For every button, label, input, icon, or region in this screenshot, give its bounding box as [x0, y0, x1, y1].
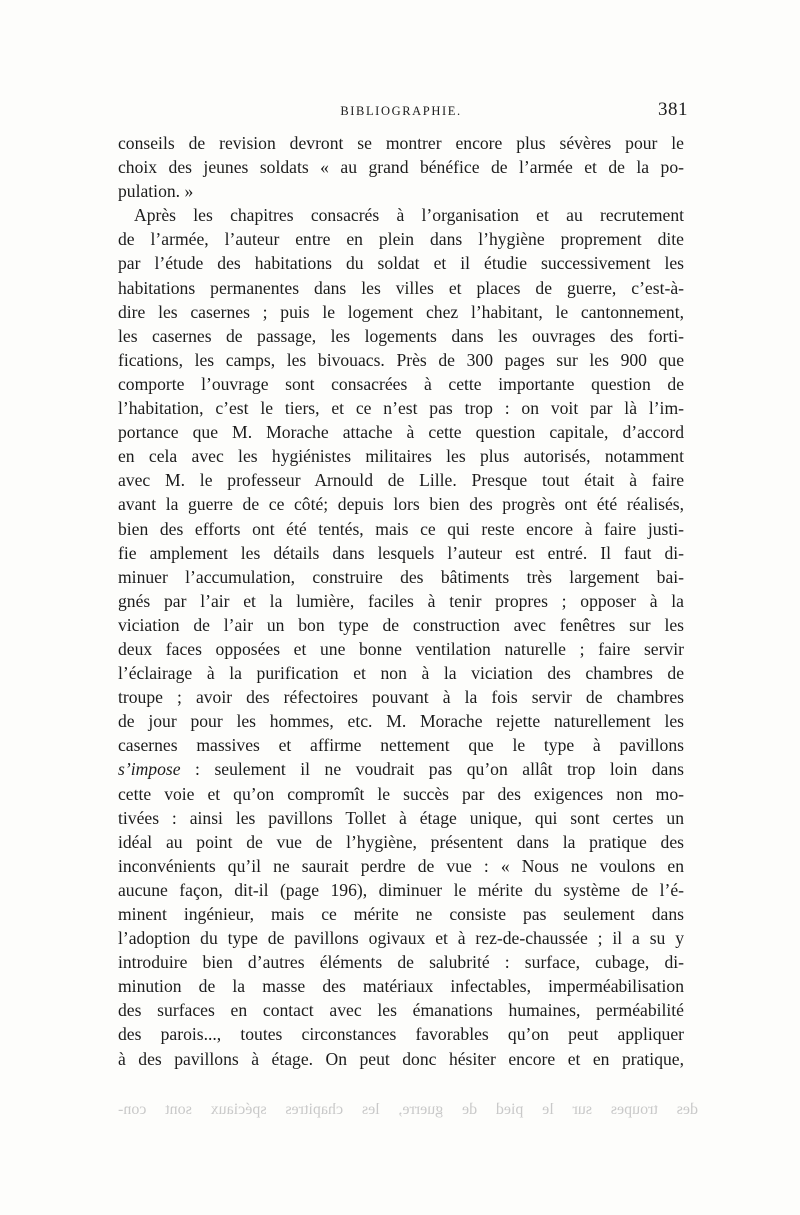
text-line: idéal au point de vue de l’hygiène, présentent dans la pratique des — [118, 831, 684, 852]
text-line: tivées : ainsi les pavillons Tollet à étage unique, qui sont certes un — [118, 807, 684, 828]
bleed-through-text: des troupes sur le pied de guerre, les chapitres spéciaux sont con- — [118, 1101, 698, 1118]
text-line: pulation. » — [118, 181, 194, 202]
text-line: choix des jeunes soldats « au grand bénéfice de l’armée et de la po- — [118, 157, 684, 178]
text-line: de l’armée, l’auteur entre en plein dans l’hygiène proprement dite — [118, 229, 684, 250]
italic-word: s’impose — [118, 759, 181, 780]
text-line: à des pavillons à étage. On peut donc hésiter encore et en pratique, — [118, 1048, 684, 1069]
text-line: dire les casernes ; puis le logement chez l’habitant, le cantonnement, — [118, 301, 684, 322]
text-line: minution de la masse des matériaux infectables, imperméabilisation — [118, 976, 684, 997]
text-line-italic — [118, 757, 684, 781]
text-line: troupe ; avoir des réfectoires pouvant à la fois servir de chambres — [118, 687, 684, 708]
text-line: portance que M. Morache attache à cette question capitale, d’accord — [118, 422, 684, 443]
text-line: cette voie et qu’on compromît le succès par des exigences non mo- — [118, 783, 684, 804]
line-rest: : seulement il ne voudrait pas qu’on allât trop loin dans — [180, 759, 684, 780]
text-line: gnés par l’air et la lumière, faciles à tenir propres ; opposer à la — [118, 590, 684, 611]
text-line: fications, les camps, les bivouacs. Près de 300 pages sur les 900 que — [118, 349, 684, 370]
text-line: fie amplement les détails dans lesquels l’auteur est entré. Il faut di- — [118, 542, 684, 563]
text-line: inconvénients qu’il ne saurait perdre de vue : « Nous ne voulons en — [118, 855, 684, 876]
text-line: bien des efforts ont été tentés, mais ce qui reste encore à faire justi- — [118, 518, 684, 539]
text-line: aucune façon, dit-il (page 196), diminuer le mérite du système de l’é- — [118, 879, 684, 900]
text-line: Après les chapitres consacrés à l’organisation et au recrutement — [134, 205, 684, 226]
running-title: BIBLIOGRAPHIE. — [340, 104, 462, 118]
text-line: minuer l’accumulation, construire des bâtiments très largement bai- — [118, 566, 684, 587]
page-number: 381 — [658, 99, 688, 120]
body-text — [118, 131, 684, 1071]
text-line: des surfaces en contact avec les émanations humaines, perméabilité — [118, 1000, 684, 1021]
text-line: introduire bien d’autres éléments de salubrité : surface, cubage, di- — [118, 952, 684, 973]
text-line: casernes massives et affirme nettement que le type à pavillons — [118, 735, 684, 756]
text-line: en cela avec les hygiénistes militaires les plus autorisés, notamment — [118, 446, 684, 467]
text-line: de jour pour les hommes, etc. M. Morache rejette naturellement les — [118, 711, 684, 732]
text-line: l’éclairage à la purification et non à la viciation des chambres de — [118, 663, 684, 684]
text-line: comporte l’ouvrage sont consacrées à cette importante question de — [118, 373, 684, 394]
text-line: conseils de revision devront se montrer encore plus sévères pour le — [118, 133, 684, 153]
text-line: l’adoption du type de pavillons ogivaux et à rez-de-chaussée ; il a su y — [118, 928, 684, 949]
text-line: habitations permanentes dans les villes et places de guerre, c’est-à- — [118, 277, 684, 298]
text-line: minent ingénieur, mais ce mérite ne consiste pas seulement dans — [118, 904, 684, 924]
text-line: par l’étude des habitations du soldat et il étudie successivement les — [118, 253, 684, 274]
text-line: avant la guerre de ce côté; depuis lors bien des progrès ont été réalisés, — [118, 494, 684, 515]
text-line: l’habitation, c’est le tiers, et ce n’est pas trop : on voit par là l’im- — [118, 398, 684, 419]
text-line: des parois..., toutes circonstances favorables qu’on peut appliquer — [118, 1024, 684, 1045]
running-head — [118, 99, 688, 124]
text-line: viciation de l’air un bon type de construction avec fenêtres sur les — [118, 614, 684, 635]
text-line: les casernes de passage, les logements dans les ouvrages des forti- — [118, 325, 684, 346]
text-line: deux faces opposées et une bonne ventilation naturelle ; faire servir — [118, 638, 684, 659]
text-line: avec M. le professeur Arnould de Lille. Presque tout était à faire — [118, 470, 684, 491]
